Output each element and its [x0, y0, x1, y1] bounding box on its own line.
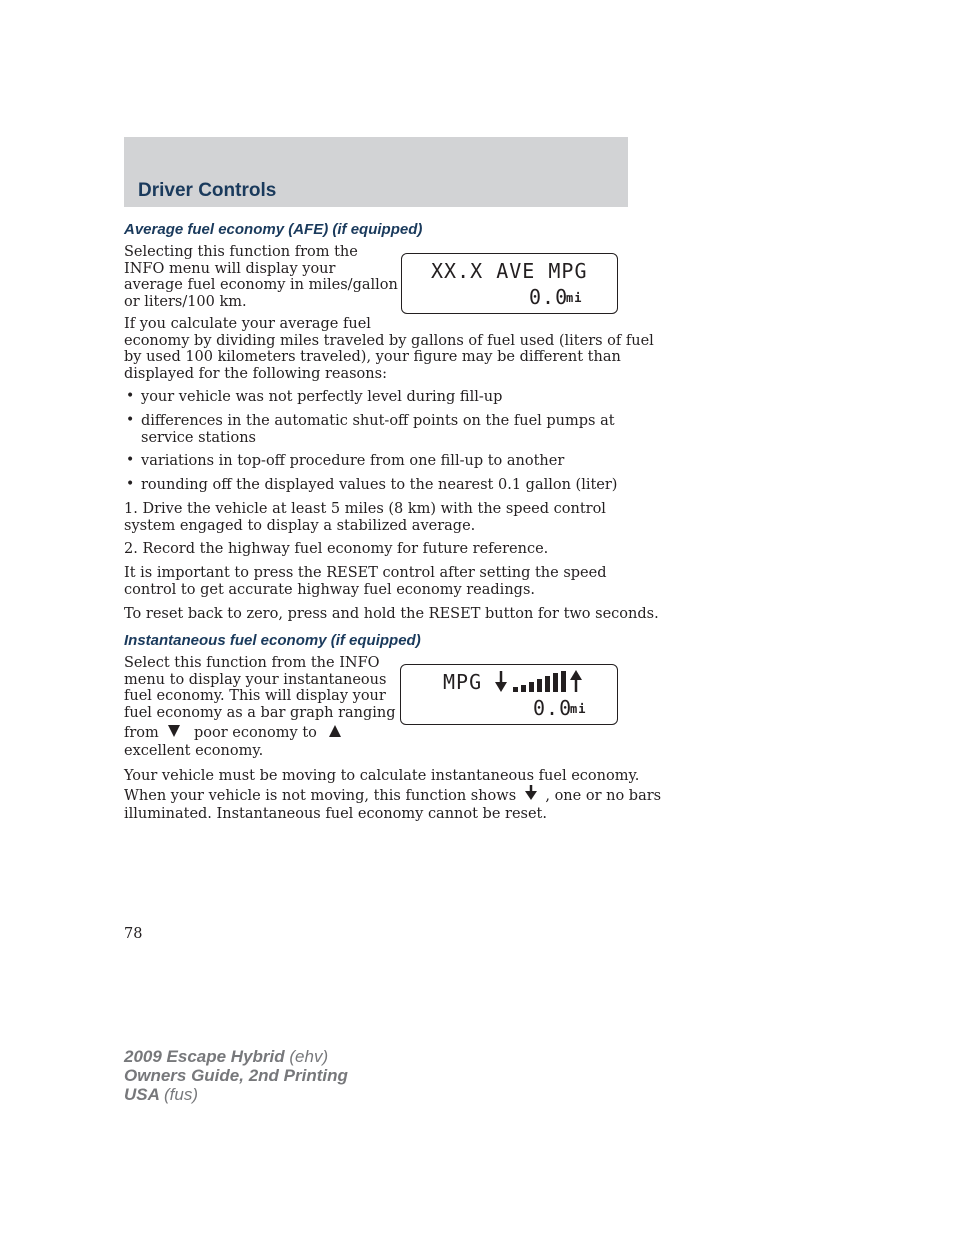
ife-intro-line: Select this function from the INFO [124, 655, 380, 671]
footer-model-code: (ehv) [289, 1047, 329, 1066]
afe-step-1-line: system engaged to display a stabilized average. [124, 517, 476, 534]
footer-line [124, 1047, 348, 1066]
ife-moving-text: When your vehicle is not moving, this function shows [124, 788, 517, 804]
ife-poor-text: poor economy to [194, 725, 317, 741]
afe-intro-line: Selecting this function from the [124, 244, 358, 260]
ife-intro-line: fuel economy. This will display your [124, 688, 386, 704]
bullet-dot-icon: • [126, 476, 135, 492]
afe-calc-line: by used 100 kilometers traveled), your figure may be different than [124, 349, 621, 365]
fuel-economy-bar-graph [494, 670, 584, 694]
bullet-dot-icon: • [126, 452, 135, 468]
afe-step-1 [124, 501, 606, 534]
bullet-text: service stations [141, 429, 256, 446]
ife-moving-line: Your vehicle must be moving to calculate instantaneous fuel economy. [124, 768, 640, 784]
afe-step-1-line: 1. Drive the vehicle at least 5 miles (8 km) with the speed control [124, 501, 606, 517]
afe-display-line1: XX.X AVE MPG [431, 259, 588, 283]
bar-segment [545, 676, 550, 692]
afe-calc-paragraph [124, 316, 654, 382]
afe-calc-line: If you calculate your average fuel [124, 316, 371, 332]
ife-intro-line: menu to display your instantaneous [124, 671, 387, 688]
bullet-text: differences in the automatic shut-off points on the fuel pumps at [141, 413, 615, 429]
bullet-text: variations in top-off procedure from one fill-up to another [141, 453, 565, 469]
afe-display-illustration [401, 253, 618, 314]
section-title: Driver Controls [138, 180, 277, 201]
bar-segment [521, 685, 526, 692]
afe-intro-line: INFO menu will display your [124, 260, 336, 277]
ife-intro [124, 655, 396, 721]
afe-reset-note [124, 565, 607, 598]
afe-intro-line: or liters/100 km. [124, 293, 247, 310]
document-footer [124, 1047, 348, 1104]
bar-segment [537, 679, 542, 692]
footer-line [124, 1085, 348, 1104]
ife-display-label: MPG [443, 670, 483, 694]
ife-excellent-text: excellent economy. [124, 743, 264, 759]
ife-display-value: 0.0 [533, 696, 573, 720]
bullet-text: rounding off the displayed values to the nearest 0.1 gallon (liter) [141, 477, 618, 493]
ife-from-word: from [124, 725, 159, 741]
ife-moving-line [124, 785, 661, 805]
ife-display-illustration [400, 664, 618, 725]
bar-segment [553, 673, 558, 692]
page-number: 78 [124, 926, 143, 942]
ife-moving-paragraph [124, 767, 661, 823]
footer-market-code: (fus) [164, 1085, 198, 1104]
afe-reset-note-line: control to get accurate highway fuel economy readings. [124, 581, 535, 598]
down-arrow-icon [167, 724, 181, 738]
bullet-dot-icon: • [126, 388, 135, 404]
up-arrow-icon [328, 724, 342, 738]
bar-segment [529, 682, 534, 692]
ife-intro-line: fuel economy as a bar graph ranging [124, 704, 396, 721]
afe-intro [124, 244, 398, 310]
afe-step-2: 2. Record the highway fuel economy for future reference. [124, 541, 549, 557]
afe-display-unit: mi [566, 291, 583, 305]
afe-reset-note-line: It is important to press the RESET control after setting the speed [124, 565, 607, 581]
afe-calc-line: displayed for the following reasons: [124, 365, 387, 382]
footer-market: USA [124, 1085, 160, 1104]
footer-line [124, 1066, 348, 1085]
afe-intro-line: average fuel economy in miles/gallon [124, 277, 398, 293]
afe-reset-zero: To reset back to zero, press and hold the RESET button for two seconds. [124, 606, 659, 622]
bullet-dot-icon: • [126, 412, 135, 428]
down-arrow-icon [524, 785, 538, 801]
up-arrow-icon [570, 670, 582, 692]
ife-heading: Instantaneous fuel economy (if equipped) [124, 632, 421, 649]
bullet-text: your vehicle was not perfectly level during fill-up [141, 389, 503, 405]
ife-moving-line: illuminated. Instantaneous fuel economy cannot be reset. [124, 806, 547, 822]
bar-segment [561, 671, 566, 692]
ife-moving-text: , one or no bars [545, 788, 662, 804]
afe-calc-line: economy by dividing miles traveled by gallons of fuel used (liters of fuel [124, 332, 654, 349]
section-header-band [124, 137, 628, 207]
down-arrow-icon [495, 671, 507, 692]
afe-heading: Average fuel economy (AFE) (if equipped) [124, 221, 423, 238]
afe-display-value: 0.0 [529, 285, 569, 309]
footer-model: 2009 Escape Hybrid [124, 1047, 285, 1066]
footer-printing: Owners Guide, 2nd Printing [124, 1066, 348, 1085]
bar-segment [513, 687, 518, 692]
ife-from-line [124, 724, 342, 742]
ife-display-unit: mi [570, 702, 587, 716]
